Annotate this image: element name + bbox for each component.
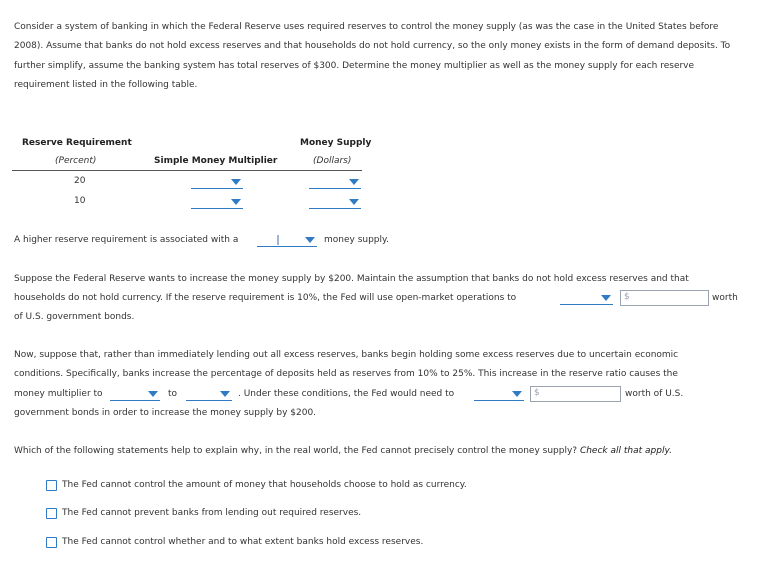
chevron-down-icon bbox=[349, 199, 359, 205]
q3-line3-c: . Under these conditions, the Fed would need to bbox=[238, 389, 455, 399]
q3-line2: conditions. Specifically, banks increase the percentage of deposits held as reserves from 10% to 25%. This increase in the reserve ratio causes the bbox=[14, 369, 678, 379]
q2-line3: of U.S. government bonds. bbox=[14, 312, 135, 322]
q1-text-before: A higher reserve requirement is associated with a bbox=[14, 235, 239, 245]
money-supply-dropdown-20[interactable] bbox=[309, 175, 361, 189]
reserve-requirement-header: Reserve Requirement bbox=[22, 138, 132, 148]
q2-worth-text: worth bbox=[712, 293, 738, 303]
reserve-row-20: 20 bbox=[74, 176, 86, 186]
open-market-dropdown-q2[interactable] bbox=[560, 291, 613, 305]
chevron-down-icon bbox=[349, 179, 359, 185]
option-currency-checkbox[interactable] bbox=[46, 480, 57, 491]
option-excess-reserves-checkbox[interactable] bbox=[46, 537, 57, 548]
option-required-reserves-label[interactable]: The Fed cannot prevent banks from lending out required reserves. bbox=[62, 508, 362, 518]
q2-line1: Suppose the Federal Reserve wants to increase the money supply by $200. Maintain the assumption that banks do not hold excess reserves and that bbox=[14, 274, 689, 284]
q1-text-after: money supply. bbox=[324, 235, 389, 245]
intro-paragraph: Consider a system of banking in which the Federal Reserve uses required reserves to control the money supply (as was the case in the United States before 2008). Assume that banks do not hold excess reserves and that households do not hold currency, so the only money exists in the form of demand deposits. To further simplify, assume the banking system has total reserves of $300. Determine the money multiplier as well as the money supply for each reserve requirement listed in the following table. bbox=[14, 22, 731, 90]
option-required-reserves-checkbox[interactable] bbox=[46, 508, 57, 519]
q4-question bbox=[14, 446, 672, 456]
option-currency-label[interactable]: The Fed cannot control the amount of money that households choose to hold as currency. bbox=[62, 480, 467, 490]
chevron-down-icon bbox=[512, 391, 522, 397]
open-market-dropdown-q3[interactable] bbox=[474, 387, 524, 401]
dollars-subheader: (Dollars) bbox=[313, 156, 352, 166]
multiplier-header: Simple Money Multiplier bbox=[154, 156, 278, 166]
dollar-sign: $ bbox=[534, 388, 540, 398]
chevron-down-icon bbox=[305, 237, 315, 243]
chevron-down-icon bbox=[148, 391, 158, 397]
bond-amount-input-q2[interactable] bbox=[620, 290, 709, 306]
q4-question-text: Which of the following statements help to explain why, in the real world, the Fed cannot precisely control the money supply? bbox=[14, 446, 578, 456]
bond-amount-input-q3[interactable] bbox=[530, 386, 621, 402]
q3-worth-text: worth of U.S. bbox=[625, 389, 684, 399]
q3-line4: government bonds in order to increase the money supply by $200. bbox=[14, 408, 317, 418]
chevron-down-icon bbox=[231, 179, 241, 185]
chevron-down-icon bbox=[220, 391, 230, 397]
percent-subheader: (Percent) bbox=[55, 156, 97, 166]
q2-line2: households do not hold currency. If the reserve requirement is 10%, the Fed will use open-market operations to bbox=[14, 293, 517, 303]
reserve-row-10: 10 bbox=[74, 196, 86, 206]
money-supply-dropdown-10[interactable] bbox=[309, 195, 361, 209]
q3-line3-a: money multiplier to bbox=[14, 389, 103, 399]
multiplier-from-dropdown[interactable] bbox=[110, 387, 160, 401]
q4-instruction: Check all that apply. bbox=[579, 446, 672, 456]
higher-reserve-dropdown[interactable] bbox=[257, 233, 317, 247]
text-cursor-icon bbox=[277, 235, 279, 245]
q3-line1: Now, suppose that, rather than immediately lending out all excess reserves, banks begin holding some excess reserves due to uncertain economic bbox=[14, 350, 679, 360]
multiplier-dropdown-10[interactable] bbox=[191, 195, 243, 209]
multiplier-to-dropdown[interactable] bbox=[186, 387, 232, 401]
dollar-sign: $ bbox=[624, 292, 630, 302]
chevron-down-icon bbox=[231, 199, 241, 205]
table-header-rule bbox=[12, 170, 362, 171]
q3-to-text: to bbox=[168, 389, 178, 399]
option-excess-reserves-label[interactable]: The Fed cannot control whether and to what extent banks hold excess reserves. bbox=[62, 537, 424, 547]
money-supply-header: Money Supply bbox=[300, 138, 372, 148]
chevron-down-icon bbox=[601, 295, 611, 301]
multiplier-dropdown-20[interactable] bbox=[191, 175, 243, 189]
